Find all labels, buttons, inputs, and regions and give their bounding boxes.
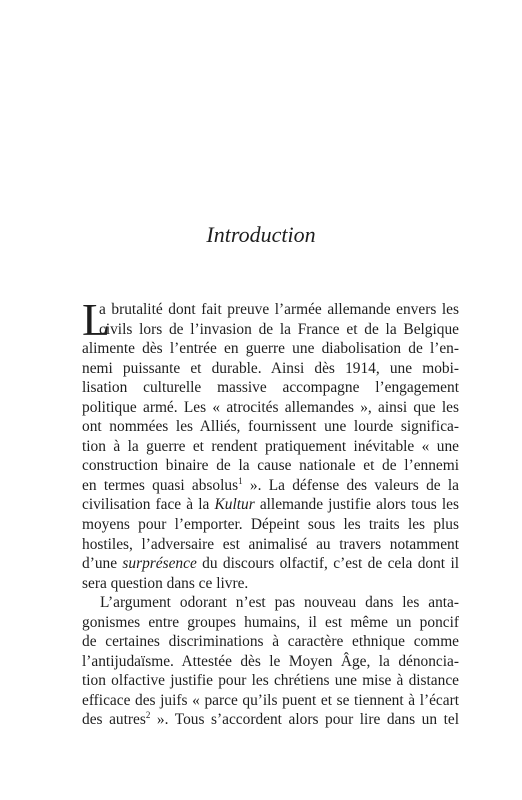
footnote-ref-2[interactable]: 2 bbox=[145, 710, 151, 721]
italic-term: Kultur bbox=[214, 496, 255, 514]
text-line: alimente dès l’entrée en guerre une diabolisation de l’en- bbox=[82, 340, 459, 358]
text-line bbox=[82, 710, 459, 730]
text-line: lisation culturelle massive accompagne l’engagement bbox=[82, 379, 459, 397]
text-line: nemi puissante et durable. Ainsi dès 1914, une mobi- bbox=[82, 359, 459, 377]
text-line: L’argument odorant n’est pas nouveau dans les anta- bbox=[100, 594, 459, 612]
drop-cap: L bbox=[82, 294, 111, 345]
text-line: moyens pour l’emporter. Dépeint sous les traits les plus bbox=[82, 516, 459, 534]
text-fragment: civilisation face à la bbox=[82, 496, 215, 514]
text-line: gonismes entre groupes humains, il est même un poncif bbox=[82, 613, 459, 631]
text-line: tion olfactive justifie pour les chrétiens une mise à distance bbox=[82, 672, 459, 690]
text-line bbox=[82, 554, 459, 574]
text-fragment: allemande justifie alors tous les bbox=[254, 496, 459, 514]
text-line: de certaines discriminations à caractère ethnique comme bbox=[82, 633, 459, 651]
text-fragment: des autres bbox=[82, 711, 146, 729]
text-line: l’antijudaïsme. Attestée dès le Moyen Âge, la dénoncia- bbox=[82, 652, 459, 670]
text-line: hostiles, l’adversaire est animalisé au travers notamment bbox=[82, 535, 459, 553]
italic-term: surprésence bbox=[122, 555, 197, 573]
text-line: a brutalité dont fait preuve l’armée allemande envers les bbox=[99, 301, 459, 318]
text-line: politique armé. Les « atrocités allemandes », ainsi que les bbox=[82, 398, 459, 416]
text-line: construction binaire de la cause nationale et de l’ennemi bbox=[82, 457, 459, 475]
text-fragment: d’une bbox=[82, 555, 123, 573]
text-line: ont nommées les Alliés, fournissent une lourde significa- bbox=[82, 418, 459, 436]
text-fragment: ». La défense des valeurs de la bbox=[242, 476, 459, 494]
body-text bbox=[82, 294, 460, 730]
text-line: civils lors de l’invasion de la France et de la Belgique bbox=[99, 320, 459, 338]
text-line bbox=[82, 495, 459, 515]
chapter-title: Introduction bbox=[206, 222, 316, 247]
text-line bbox=[82, 476, 459, 496]
text-line: efficace des juifs « parce qu’ils puent et se tiennent à l’écart bbox=[82, 691, 459, 709]
text-fragment: en termes quasi absolus bbox=[82, 476, 239, 494]
text-fragment: ». Tous s’accordent alors pour lire dans un tel bbox=[150, 711, 459, 729]
text-line: tion à la guerre et rendent pratiquement inévitable « une bbox=[82, 437, 459, 455]
text-fragment: du discours olfactif, c’est de cela dont il bbox=[196, 555, 460, 573]
footnote-ref-1[interactable]: 1 bbox=[238, 475, 243, 486]
text-line: sera question dans ce livre. bbox=[82, 574, 249, 592]
